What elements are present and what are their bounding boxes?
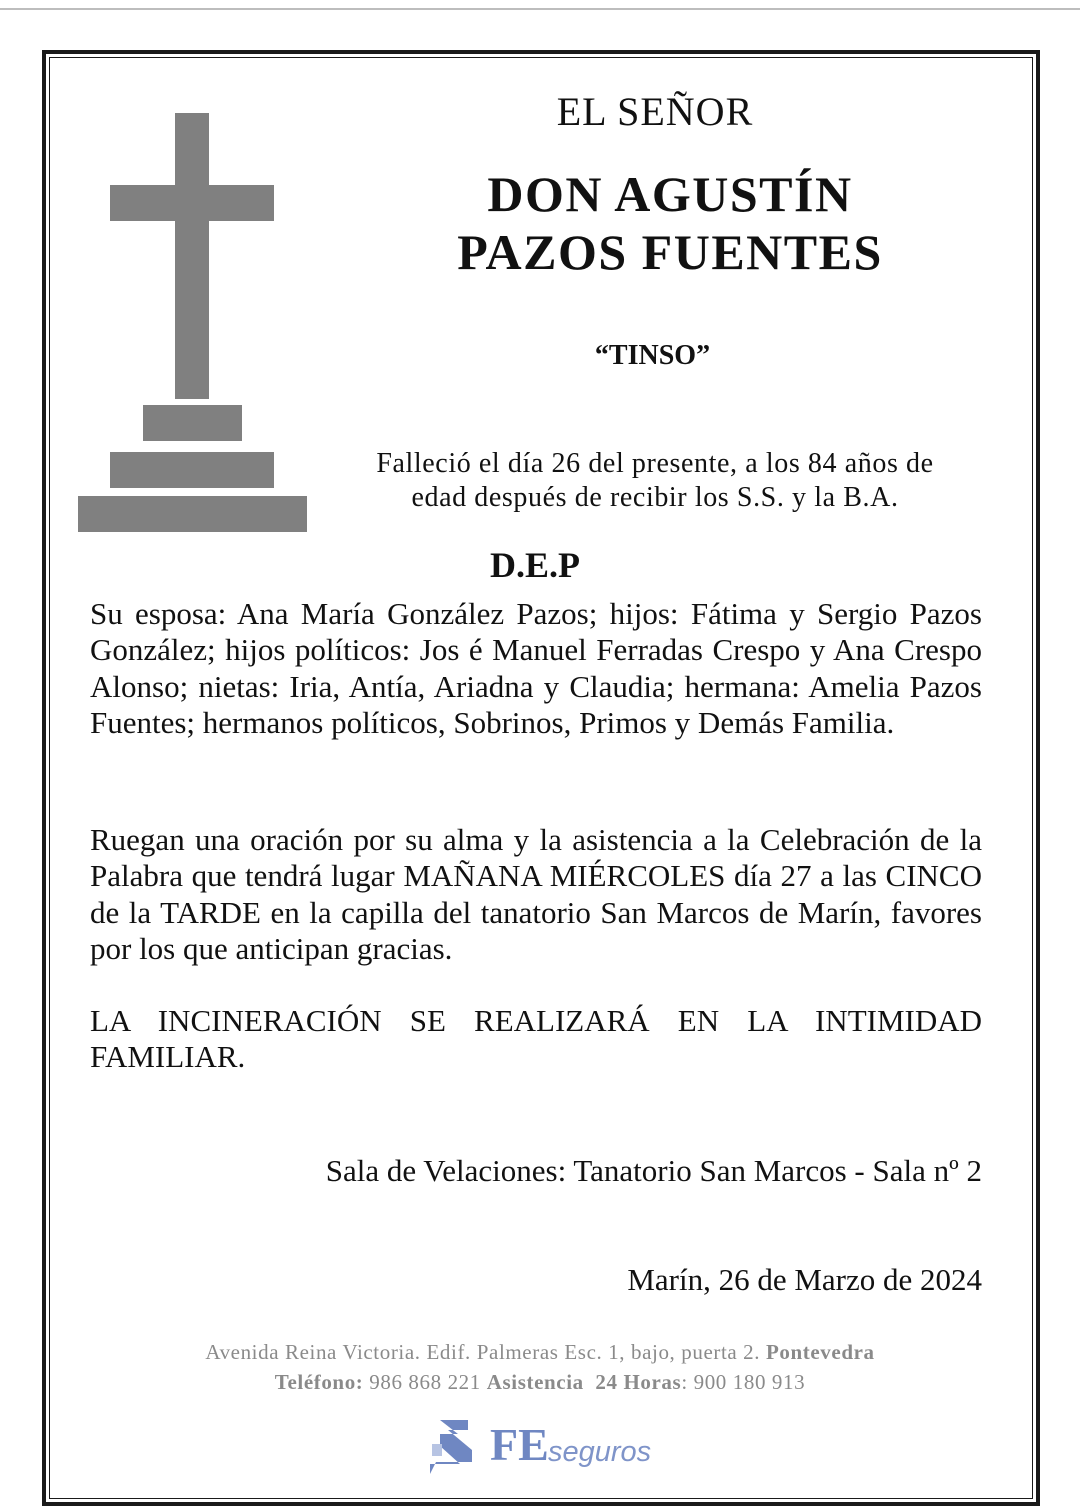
salutation: EL SEÑOR bbox=[556, 89, 754, 134]
fe-seguros-logo bbox=[428, 1418, 658, 1478]
nickname: “TINSO” bbox=[594, 340, 711, 371]
logo-subtitle: seguros bbox=[548, 1436, 652, 1468]
footer-address bbox=[100, 1340, 980, 1365]
death-statement-line-1: Falleció el día 26 del presente, a los 84 años de bbox=[376, 448, 934, 479]
cremation-notice: LA INCINERACIÓN SE REALIZARÁ EN LA INTIMIDAD FAMILIAR. bbox=[90, 1003, 982, 1075]
logo-brand: FE bbox=[490, 1419, 549, 1470]
footer-address-text: Avenida Reina Victoria. Edif. Palmeras Esc. 1, bajo, puerta 2. bbox=[205, 1340, 761, 1364]
ceremony-paragraph: Ruegan una oración por su alma y la asistencia a la Celebración de la Palabra que tendrá lugar MAÑANA MIÉRCOLES día 27 a las CINCO de la TARDE en la capilla del tanatorio San Marcos de Marín, favores por los que anticipan gracias. bbox=[90, 822, 982, 966]
deceased-name-line-2: PAZOS FUENTES bbox=[457, 224, 883, 280]
footer-contact bbox=[100, 1370, 980, 1395]
place-date: Marín, 26 de Marzo de 2024 bbox=[627, 1262, 982, 1297]
wake-room: Sala de Velaciones: Tanatorio San Marcos - Sala nº 2 bbox=[325, 1153, 982, 1188]
assistance-label: Asistencia 24 Horas bbox=[486, 1370, 682, 1394]
deceased-name-line-1: DON AGUSTÍN bbox=[487, 166, 853, 222]
death-statement-line-2: edad después de recibir los S.S. y la B.A. bbox=[411, 482, 899, 513]
footer-city: Pontevedra bbox=[765, 1340, 875, 1364]
phone-label: Teléfono: bbox=[274, 1370, 364, 1394]
top-rule bbox=[0, 8, 1080, 10]
assistance-phone: : 900 180 913 bbox=[681, 1370, 806, 1394]
family-paragraph: Su esposa: Ana María González Pazos; hijos: Fátima y Sergio Pazos González; hijos políticos: Jos é Manuel Ferradas Crespo y Ana Crespo Alonso; nietas: Iria, Antía, Ariadna y Claudia; hermana: Amelia Pazos Fuentes; hermanos políticos, Sobrinos, Primos y Demás Familia. bbox=[90, 596, 982, 740]
dep-heading: D.E.P bbox=[490, 545, 580, 585]
fe-seguros-logo-icon bbox=[428, 1418, 474, 1476]
phone-number: 986 868 221 bbox=[369, 1370, 481, 1394]
